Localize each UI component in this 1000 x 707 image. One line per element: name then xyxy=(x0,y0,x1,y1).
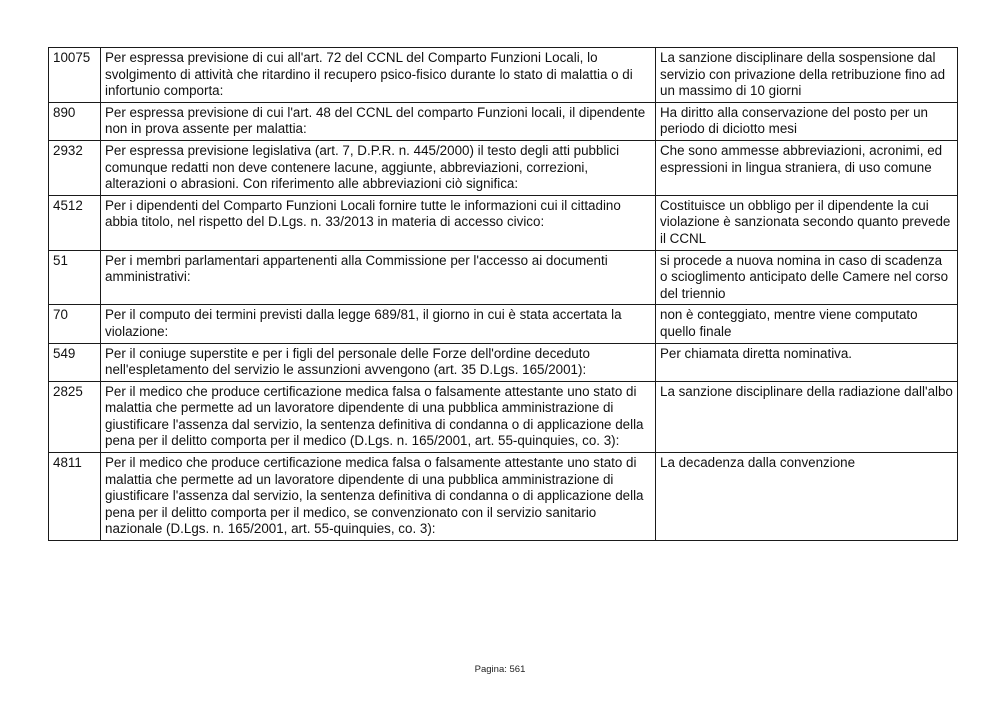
answer-text: si procede a nuova nomina in caso di scadenza o scioglimento anticipato delle Camere nel corso del triennio xyxy=(656,250,958,305)
answer-text: non è conteggiato, mentre viene computato quello finale xyxy=(656,305,958,343)
answer-text: Costituisce un obbligo per il dipendente la cui violazione è sanzionata secondo quanto prevede il CCNL xyxy=(656,195,958,250)
question-id: 2932 xyxy=(49,140,101,195)
question-text: Per il coniuge superstite e per i figli del personale delle Forze dell'ordine deceduto nell'espletamento del servizio le assunzioni avvengono (art. 35 D.Lgs. 165/2001): xyxy=(101,343,656,381)
table-row xyxy=(49,381,958,452)
question-id: 70 xyxy=(49,305,101,343)
question-text: Per i membri parlamentari appartenenti alla Commissione per l'accesso ai documenti amministrativi: xyxy=(101,250,656,305)
question-text: Per espressa previsione di cui all'art. 72 del CCNL del Comparto Funzioni Locali, lo svolgimento di attività che ritardino il recupero psico-fisico durante lo stato di malattia o di infortunio comporta: xyxy=(101,48,656,103)
answer-text: Per chiamata diretta nominativa. xyxy=(656,343,958,381)
table-row xyxy=(49,305,958,343)
question-id: 549 xyxy=(49,343,101,381)
question-table-body xyxy=(49,48,958,541)
answer-text: La decadenza dalla convenzione xyxy=(656,453,958,541)
table-row xyxy=(49,140,958,195)
question-text: Per i dipendenti del Comparto Funzioni Locali fornire tutte le informazioni cui il cittadino abbia titolo, nel rispetto del D.Lgs. n. 33/2013 in materia di accesso civico: xyxy=(101,195,656,250)
table-row xyxy=(49,102,958,140)
question-text: Per il computo dei termini previsti dalla legge 689/81, il giorno in cui è stata accertata la violazione: xyxy=(101,305,656,343)
question-text: Per il medico che produce certificazione medica falsa o falsamente attestante uno stato di malattia che permette ad un lavoratore dipendente di una pubblica amministrazione di giustificare l'assenza dal servizio, la sentenza definitiva di condanna o di applicazione della pena per il delitto comporta per il medico (D.Lgs. n. 165/2001, art. 55-quinquies, co. 3): xyxy=(101,381,656,452)
question-id: 51 xyxy=(49,250,101,305)
table-row xyxy=(49,195,958,250)
table-row xyxy=(49,453,958,541)
question-table xyxy=(48,47,958,541)
table-row xyxy=(49,48,958,103)
answer-text: Che sono ammesse abbreviazioni, acronimi, ed espressioni in lingua straniera, di uso comune xyxy=(656,140,958,195)
question-text: Per il medico che produce certificazione medica falsa o falsamente attestante uno stato di malattia che permette ad un lavoratore dipendente di una pubblica amministrazione di giustificare l'assenza dal servizio, la sentenza definitiva di condanna o di applicazione della pena per il delitto comporta per il medico, se convenzionato con il servizio sanitario nazionale (D.Lgs. n. 165/2001, art. 55-quinquies, co. 3): xyxy=(101,453,656,541)
answer-text: La sanzione disciplinare della radiazione dall'albo xyxy=(656,381,958,452)
question-id: 890 xyxy=(49,102,101,140)
table-row xyxy=(49,250,958,305)
question-id: 4512 xyxy=(49,195,101,250)
answer-text: Ha diritto alla conservazione del posto per un periodo di diciotto mesi xyxy=(656,102,958,140)
table-row xyxy=(49,343,958,381)
question-text: Per espressa previsione di cui l'art. 48 del CCNL del comparto Funzioni locali, il dipendente non in prova assente per malattia: xyxy=(101,102,656,140)
question-id: 2825 xyxy=(49,381,101,452)
question-id: 10075 xyxy=(49,48,101,103)
question-text: Per espressa previsione legislativa (art. 7, D.P.R. n. 445/2000) il testo degli atti pubblici comunque redatti non deve contenere lacune, aggiunte, abbreviazioni, correzioni, alterazioni o abrasioni. Con riferimento alle abbreviazioni ciò significa: xyxy=(101,140,656,195)
question-id: 4811 xyxy=(49,453,101,541)
answer-text: La sanzione disciplinare della sospensione dal servizio con privazione della retribuzione fino ad un massimo di 10 giorni xyxy=(656,48,958,103)
page-number: Pagina: 561 xyxy=(474,664,526,675)
